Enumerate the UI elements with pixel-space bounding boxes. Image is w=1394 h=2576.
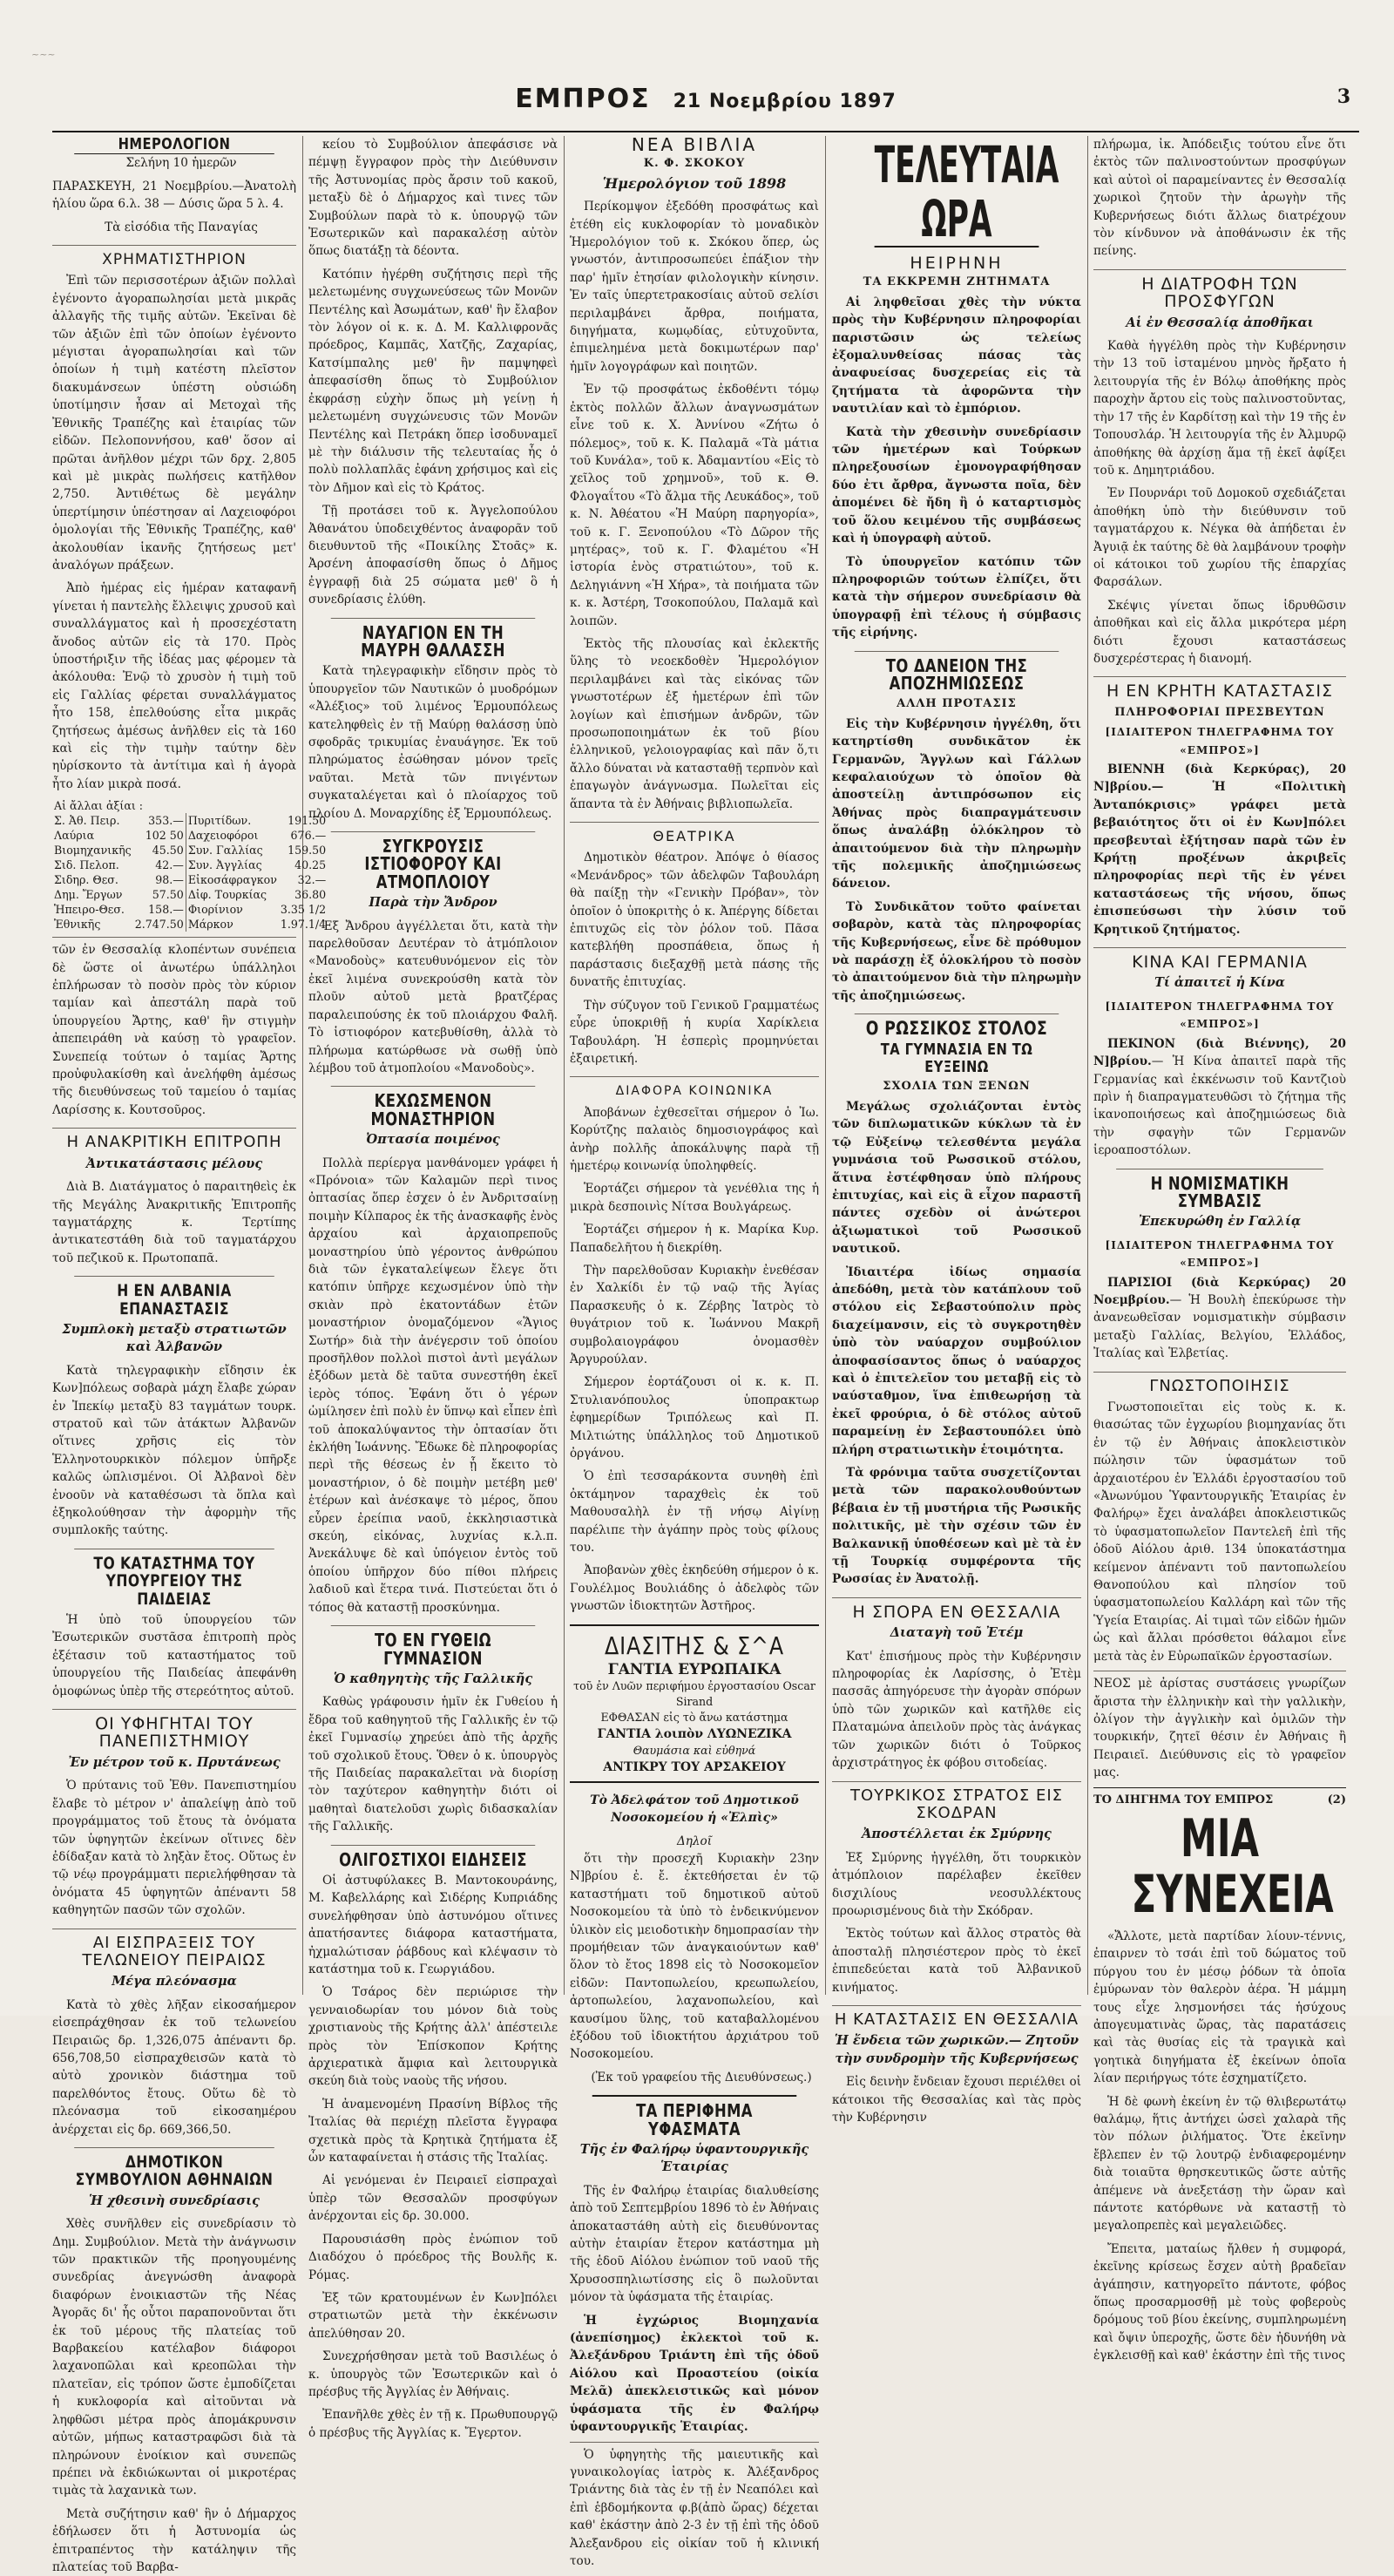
article-paragraph: Χθὲς συνῆλθεν εἰς συνεδρίασιν τὸ Δημ. Συμβούλιον. Μετὰ τὴν ἀνάγνωσιν τῶν πρακτικῶν τῆς προηγουμένης συνεδρίας ἀνεγνώσθη ἀναφορὰ διαφόρων ἐνοικιαστῶν τῆς Νέας Ἀγορᾶς δι' ἧς οὗτοι παραπονοῦνται ὅτι ἐκ τοῦ μέρους τῆς πλατείας τοῦ Βαρβακείου κατέλαβον διάφοροι λαχανοπῶλαι καὶ κρεοπῶλαι τὴν πλατεῖαν, εἰς τρόπον ὥστε ἐμποδίζεται ἡ κυκλοφορία καὶ αἰτοῦνται νὰ ληφθῶσι μέτρα πρὸς ἀπομάκρυνσιν αὐτῶν, μήπως καταστραφῶσι διὰ τὰ πληρώνουν ἐνοίκιον καὶ συνεπῶς πρέπει νὰ ἐκδιώκωνται οἱ μικροτέρας τιμὰς τὰ λαχανικὰ των. bbox=[52, 2217, 296, 2498]
article-paragraph: Τὸ Συνδικᾶτον τοῦτο φαίνεται σοβαρὸν, κατὰ τὰς πληροφορίας τῆς Κυβερνήσεως, εἶνε δὲ πρόθυμον νὰ παράσχῃ ἐξ ὁλοκλήρου τὸ ποσὸν τὸ ἀπαιτούμενον διὰ τὴν πληρωμὴν τῆς ἀποζημιώσεως. bbox=[832, 899, 1081, 1003]
article-paragraph: Ὁ πρύτανις τοῦ Ἐθν. Πανεπιστημίου ἔλαβε τὸ μέτρον ν' ἀπαλείψῃ ἀπὸ τοῦ προγράμματος τοῦ ἔτους τὰ ὀνόματα τῶν ὑφηγητῶν ἐκείνων οἵτινες δὲν ἐδίδαξαν κατὰ τὸ ληξὰν ἔτος. Οὕτως ἐν τῷ νέῳ προγράμματι περιελήφθησαν τὰ ὀνόματα 45 ὑφηγητῶν ἀπέναντι 58 καθηγητῶν πασῶν τῶν σχολῶν. bbox=[52, 1779, 296, 1918]
article-paragraph: Τὰ φρόνιμα ταῦτα συσχετίζονται μετὰ τῶν παρακολουθούντων βέβαια ἐν τῇ μυστήρια τῆς Ρωσικῆς πολιτικῆς, μὲ τὴν σχέσιν τῶν ἐν Βαλκανικῇ ὑποθέσεων καὶ μὲ τὰ ἐν τῇ Τουρκίᾳ συμφέροντα τῆς Ρωσσίας ἐν Ἀνατολῇ. bbox=[832, 1466, 1081, 1587]
subheadline: Ἀντικατάστασις μέλους bbox=[85, 1156, 263, 1171]
article-paragraph: Τῆς ἐν Φαλήρῳ ἑταιρίας διαλυθείσης ἀπὸ τοῦ Σεπτεμβρίου 1896 τὸ ἐν Ἀθήναις ἀποκαταστάθη αὐτὴ εἰς διευθύνοντας αὐτὴν ἑταιρίαν ἔτερον κατάστημα μὴ τῆς ἑδοῦ Αἰόλου ἐνώπιον τοῦ ναοῦ τῆς Χρυσοσπηλιωτίσσης εἰς ὃ πωλοῦνται μόνον τὰ ὑφάσματα τῆς ἑταιρίας. bbox=[570, 2183, 819, 2305]
ad-heading: ΔΙΑΣΙΤΗΣ & Σ^Α bbox=[605, 1630, 784, 1660]
headline: ΝΑΥΑΓΙΟΝ ΕΝ ΤΗ ΜΑΥΡΗ ΘΑΛΑΣΣΗ bbox=[331, 618, 536, 660]
almanac-heading: ΗΜΕΡΟΛΟΓΙΟΝ bbox=[74, 136, 274, 154]
article-paragraph: Πολλὰ περίεργα μανθάνομεν γράφει ἡ «Πρόνοια» τῶν Καλαμῶν περὶ τινος ὀπτασίας ὅπερ ἐσχεν ὁ ἐν Ἀνδριτσαίνῃ ποιμὴν Κίλπαρος ἐκ τῆς ἀνασκαφῆς ἐνὸς ἀρχαίου καὶ ἀρχαιοπρεποῦς μοναστηρίου ὑπὸ γέροντος ἀνθρώπου διὰ τῶν ἐγκαταλείψεων ἔλεγε ὅτι κατόπιν ὑπῆρχε κεχωσμένον ὑπὸ τὴν σκιὰν πρὸ ἑκατοντάδων ἐτῶν μοναστήριον ὀνομαζόμενον «Ἅγιος Σωτήρ» διὰ τὴν ἀνέγερσιν τοῦ ὁποίου προσῆλθον πολλοὶ πιστοὶ ἀντὶ μεγάλων ἐξόδων μετὰ δὲ ταῦτα συνεστήθη ἐκεῖ ἰερὸς τόπος. Ἐφάνη ὅτι ὁ γέρων ὡμίλησεν ἐπὶ πολὺ ἐν ὕπνῳ καὶ εἶπεν ἐπὶ τοῦ ἀποκαλύψαντος τὴν ὀπτασίαν ὅτι ἐκλήθη Ἰωάννης. Ἔδωκε δὲ πληροφορίας περὶ τῆς θέσεως ἐν ᾗ ἔκειτο τὸ μοναστήριον, ὁ δὲ ποιμὴν μετέβη μεθ' ἑτέρων καὶ ἀνέσκαψε τὸ μέρος, ὅπου εὗρεν ἐρείπια ναοῦ, ἐκκλησιαστικὰ σκεύη, εἰκόνας, λυχνίας κ.λ.π. Ἀνεκάλυψε δὲ καὶ ὑπόγειον ἐντὸς τοῦ ὁποίου ὑπῆρχον δύο πίθοι πλήρεις λαδιοῦ καὶ ἕτερα τινά. Πιστεύεται ὅτι ὁ τόπος θὰ καταστῇ προσκύνημα. bbox=[308, 1156, 558, 1615]
subheadline: Συμπλοκὴ μεταξὺ στρατιωτῶν καὶ Ἀλβανῶν bbox=[62, 1321, 287, 1355]
headline: ΔΗΜΟΤΙΚΟΝ ΣΥΜΒΟΥΛΙΟΝ ΑΘΗΝΑΙΩΝ bbox=[74, 2147, 274, 2189]
column-1 bbox=[52, 135, 327, 2574]
column-rule bbox=[825, 136, 826, 1995]
subheadline: Ἀποστέλλεται ἐκ Σμύρνης bbox=[862, 1827, 1052, 1842]
runover-paragraph: τῶν ἐν Θεσσαλίᾳ κλοπέντων συνέπεια δὲ ὥστε οἱ ἀνωτέρω ὑπάλληλοι ἐπλήρωσαν τὸ ποσὸν πρὸς τὸν κύριον ταμίαν καὶ ἀπεστάλη παρὰ τοῦ ὑπουργείου Ἄρτης, καθ' ἣν στιγμὴν ἀπεπειράθη νὰ καύσῃ τὸ γραφεῖον. Συνεπείᾳ τούτων ὁ ταμίας Ἄρτης προὐφυλακίσθη καὶ ἀνελήφθη ἀμέσως τῆς διευθύνσεως τοῦ ταμείου ὁ ταμίας Λαρίσσης κ. Κουτσοῦρος. bbox=[52, 937, 296, 1119]
article-paragraph: Δημοτικὸν θέατρον. Ἀπόψε ὁ θίασος «Μενάνδρος» τῶν ἀδελφῶν Ταβουλάρη θὰ παίξῃ τὴν «Γενικὴν Πρόβαν», τὸν ὁποῖον ὁ ὑποκριτὴς ὁ κ. Ἀπέργης δίδεται ἐπιτυχῶς εἰς τὸν ῥόλον τοῦ. Πᾶσα κατεβλήθη προσπάθεια, ὅπως ἡ παράστασις διεξαχθῇ μετὰ πάσης τῆς δυνατῆς ἐπιτυχίας. bbox=[570, 851, 819, 990]
headline: Τὸ Ἀδελφάτον τοῦ Δημοτικοῦ Νοσοκομείου ἡ «Ἐλπὶς» bbox=[590, 1793, 799, 1826]
article-paragraph: Διὰ Β. Διατάγματος ὁ παραιτηθεὶς ἐκ τῆς Μεγάλης Ἀνακριτικῆς Ἐπιτροπῆς ταγματάρχης κ. Τερτίπης ἀντικατεστάθη διὰ τοῦ ταγματάρχου τοῦ πεζικοῦ κ. Πρωτοπαπᾶ. bbox=[52, 1180, 296, 1265]
article-paragraph: Τῇ προτάσει τοῦ κ. Ἀγγελοπούλου Ἀθανάτου ὑποδειχθέντος ἀναφορᾶν τοῦ διευθυντοῦ τῆς «Ποικίλης Στοᾶς» κ. Ἀρσένη ἀποφασίσθη ὅπως ὁ Δῆμος ἐγγραφῇ διὰ 25 σώματα μεθ' ὃ ἡ συνεδρίασις ἐλύθη. bbox=[308, 504, 558, 607]
news-item: Ἐξ τῶν κρατουμένων ἐν Κων]πόλει στρατιωτῶν μετὰ τὴν ἐκκένωσιν ἀπελύθησαν 20. bbox=[308, 2290, 558, 2341]
dateline: ΠΕΚΙΝΟΝ (διὰ Βιέννης), 20 Ν]βρίου. bbox=[1093, 1036, 1346, 1069]
almanac-line: Σελήνη 10 ἡμερῶν bbox=[125, 156, 237, 171]
headline: ΟΛΙΓΟΣΤΙΧΟΙ ΕΙΔΗΣΕΙΣ bbox=[331, 1845, 536, 1868]
ad-line: ΓΑΝΤΙΑ ΕΥΡΩΠΑΙΚΑ bbox=[607, 1660, 782, 1678]
subheadline: Ἡ χθεσινὴ συνεδρίασις bbox=[89, 2193, 260, 2208]
dateline: ΠΑΡΙΣΙΟΙ (διὰ Κερκύρας) 20 Νοεμβρίου. bbox=[1093, 1275, 1346, 1307]
news-item: Παρουσιάσθη πρὸς ἐνώπιον τοῦ Διαδόχου ὁ πρόεδρος τῆς Βουλῆς κ. Ρόμας. bbox=[308, 2232, 558, 2282]
notice-signature: (Ἐκ τοῦ γραφείου τῆς Διευθύνσεως.) bbox=[591, 2070, 812, 2085]
social-item: Ἑορτάζει σήμερον τὰ γενέθλια της ἡ μικρὰ δεσποινὶς Νίτσα Βουλγάρεως. bbox=[570, 1182, 819, 1214]
headline: Η ΔΙΑΤΡΟΦΗ ΤΩΝ ΠΡΟΣΦΥΓΩΝ bbox=[1093, 269, 1346, 311]
article-paragraph: Ἐξ Ἄνδρου ἀγγέλλεται ὅτι, κατὰ τὴν παρελθοῦσαν Δευτέραν τὸ ἀτμόπλοιον «Μανοδοὺς» κατευθυνόμενον εἰς τὸν ἐκεῖ λιμένα συνεκρούσθη κατὰ τὸν πλοῦν αὐτοῦ μετὰ βρατζέρας παραλειπούσης ἐκ τοῦ πλοιάρχου Φαλῆ. Τὸ ἱστιοφόρον κατεβυθίσθη, ἀλλὰ τὸ πλήρωμα κατώρθωσε νὰ σωθῇ ὑπὸ λέμβου τοῦ ἀτμοπλοίου «Μανοδοὺς». bbox=[308, 919, 558, 1075]
column-rule bbox=[564, 136, 565, 1995]
news-item: Ἡ ἀναμενομένη Πρασίνη Βίβλος τῆς Ἰταλίας θὰ περιέχῃ πλεῖστα ἔγγραφα σχετικὰ πρὸς τὰ Κρητικὰ ζητήματα ἐξ ὧν καταφαίνεται ἡ στάσις τῆς Ἰταλίας. bbox=[308, 2097, 558, 2166]
article-paragraph: κείου τὸ Συμβούλιον ἀπεφάσισε νὰ πέμψῃ ἔγγραφον πρὸς τὴν Διεύθυνσιν τῆς Ἀστυνομίας πρὸς ἄρσιν τοῦ κακοῦ, μεταξὺ δὲ ὁ Δήμαρχος καὶ τινες τῶν Συμβούλων παρὰ τὸ κ. ὑπουργῷ τῶν Ἐσωτερικῶν καὶ παρακαλέσῃ αὐτὸν ὅπως διατάξῃ τὰ δέοντα. bbox=[308, 138, 558, 259]
news-item: Ἐπανῆλθε χθὲς ἐν τῇ κ. Πρωθυπουργῷ ὁ πρέσβυς τῆς Ἀγγλίας κ. Ἔγερτον. bbox=[308, 2408, 558, 2440]
social-item: Σήμερον ἑορτάζουσι οἱ κ. κ. Π. Στυλιανόπουλος ὑποπρακτωρ ἐφημερίδων Τριπόλεως καὶ Π. Μιλτιώτης ὑπάλληλος τοῦ Δημοτικοῦ ὀργάνου. bbox=[570, 1375, 819, 1461]
social-item: Τὴν παρελθοῦσαν Κυριακὴν ἐνεθέσαν ἐν Χαλκίδι ἐν τῷ ναῷ τῆς Ἁγίας Παρασκευῆς ὁ κ. Ζέρβης Ἰατρὸς τὸ θυγάτριον τοῦ κ. Ἰωάννου Μακρῆ συμβολαιογράφου ὀνομασθὲν Ἀργυρούλαν. bbox=[570, 1263, 819, 1366]
headline: Η ΝΟΜΙΣΜΑΤΙΚΗ ΣΥΜΒΑΣΙΣ bbox=[1116, 1169, 1323, 1210]
headline: Η ΕΝ ΚΡΗΤΗ ΚΑΤΑΣΤΑΣΙΣ bbox=[1093, 676, 1346, 700]
subheadline: ΑΛΛΗ ΠΡΟΤΑΣΙΣ bbox=[897, 697, 1017, 711]
column-2 bbox=[308, 136, 558, 2440]
subheadline: Ἐν μέτρον τοῦ κ. Πρυτάνεως bbox=[68, 1754, 281, 1770]
prices-table bbox=[52, 798, 328, 932]
newspaper-name: ΕΜΠΡΟΣ bbox=[515, 84, 651, 114]
almanac-line: ΠΑΡΑΣΚΕΥΗ, 21 Νοεμβρίου.—Ἀνατολὴ ἡλίου ὥρα 6.λ. 38 — Δύσις ὥρα 5 λ. 4. bbox=[52, 179, 296, 212]
article-paragraph: Κατὰ τὴν χθεσινὴν συνεδρίασιν τῶν ἡμετέρων καὶ Τούρκων πληρεξουσίων ἐμονογραφήθησαν δύο ἐτι ἄρθρα, ἄγνωστα ποῖα, δὲν ἀπομένει δὲ ἤδη ἢ ὁ καταρτισμὸς τοῦ ὅλου κειμένου τῆς συμβάσεως καὶ ἡ ὑπογραφὴ αὐτοῦ. bbox=[832, 424, 1081, 546]
headline: ΘΕΑΤΡΙΚΑ bbox=[570, 822, 819, 845]
headline: ΤΑ ΕΚΚΡΕΜΗ ΖΗΤΗΜΑΤΑ bbox=[863, 275, 1051, 289]
article-paragraph: Τὸ ὑπουργεῖον κατόπιν τῶν πληροφοριῶν τούτων ἐλπίζει, ὅτι κατὰ τὴν σήμερον συνεδρίασιν θὰ ὑπογραφῇ ἐπὶ τέλους ἡ σύμβασις τῆς εἰρήνης. bbox=[832, 554, 1081, 641]
price-row: Ἐθνικῆς 2.747.50 Μάρκον 1.97.1/4 bbox=[54, 918, 327, 932]
article-paragraph: Τὴν σύζυγον τοῦ Γενικοῦ Γραμματέως εὗρε ὑποκριθῇ ἡ κυρία Χαρίκλεια Ταβουλάρη. Ἡ ἑσπερὶς προμηνύεται ἐξαιρετική. bbox=[570, 998, 819, 1066]
article-text: — Ἡ Κίνα ἀπαιτεῖ παρὰ τῆς Γερμανίας καὶ ἐκκένωσιν τοῦ Καντζιοὺ πρὶν ἡ διαπραγματευθῶσι τὸ ζήτημα τῆς ἱκανοποιήσεως καὶ ἀποζημιώσεως διὰ τὴν σφαγὴν τῶν Γερμανῶν ἱεροαποστόλων. bbox=[1093, 1054, 1346, 1158]
headline: Η ΑΝΑΚΡΙΤΙΚΗ ΕΠΙΤΡΟΠΗ bbox=[52, 1128, 296, 1151]
price-row: Δημ. Ἔργων 57.50 Δἰφ. Τουρκίας 36.80 bbox=[54, 888, 327, 902]
article-paragraph: Κατόπιν ἠγέρθη συζήτησις περὶ τῆς μελετωμένης συγχωνεύσεως τῶν Μονῶν Πεντέλης καὶ Ἀσωμάτων, καθ' ἣν ἔλαβον τὸν λόγον οἱ κ. κ. Δ. Μ. Καλλιφρονᾶς πρόεδρος, Καμπᾶς, Χατζῆς, Ζαχαρίας, Κατσίμπαλης μεθ' ἣν παμψηφεὶ ἀπεφασίσθη ὅπως τὸ Συμβούλιον ἐκφράσῃ εὐχὴν ὅπως μὴ γείνῃ ἡ μελετωμένη συγχώνευσις τῶν Μονῶν Πεντέλης καὶ Πετράκη ὅπερ ἰσοδυναμεῖ μὲ τὴν διάλυσιν τῆς τελευταίας ἧς ὁ πολὺ πολλαπλᾶς ἐφάνη χρήσιμος καὶ εἰς τὸν Δῆμον καὶ εἰς τὸ Κράτος. bbox=[308, 267, 558, 495]
headline: ΑΙ ΕΙΣΠΡΑΞΕΙΣ ΤΟΥ ΤΕΛΩΝΕΙΟΥ ΠΕΙΡΑΙΩΣ bbox=[52, 1929, 296, 1970]
ad-line: ΕΦΘΑΣΑΝ εἰς τὸ ἄνω κατάστημα bbox=[600, 1710, 788, 1724]
column-rule bbox=[1087, 136, 1088, 1995]
book-title: Ἡμερολόγιον τοῦ 1898 bbox=[602, 174, 787, 192]
story-paragraph: Ἡ δὲ φωνὴ ἐκείνη ἐν τῷ θλιβερωτάτῳ θαλάμῳ, ἥτις ἀντήχει ὡσεὶ χαλαρὰ τῆς τὸν πόλων ῥιλήματος. Ὅτε ἐκεῖνην ἔβλεπεν ἐν τῷ λουτρῷ ἐνδιαφερομένην διὰ τοιαῦτα θρησκευτικῶς ὥστε αὐτῆς ἀπέμενε νὰ ἀνεξετάσῃ τὴν ὥραν καὶ πάντοτε κατόρθωνε νὰ καταστῇ τὸ μεγαλοπρεπὲς καὶ μεγαλειῶδες. bbox=[1093, 2094, 1346, 2234]
article-paragraph: Κατὰ τὸ χθὲς λῆξαν εἰκοσαήμερον εἰσεπράχθησαν ἐκ τοῦ τελωνείου Πειραιῶς δρ. 1,326,075 ἀπέναντι δρ. 656,708,50 εἰσπραχθεισῶν κατὰ τὸ αὐτὸ χρονικὸν διάστημα τοῦ παρελθόντος ἔτους. Οὕτω δὲ τὸ πλεόνασμα τοῦ εἰκοσαημέρου ἀνέρχεται εἰς δρ. 669,366,50. bbox=[52, 1997, 296, 2137]
article-paragraph: Καθὰ ἠγγέλθη πρὸς τὴν Κυβέρνησιν τὴν 13 τοῦ ἰσταμένου μηνὸς ἤρξατο ἡ λειτουργία τῆς ἐν Βόλῳ ἀποθήκης πρὸς παροχὴν ἄρτου εἰς τοὺς παλινοστοῦντας, τὴν 17 τῆς ἐν Καρδίτσῃ καὶ τὴν 19 τῆς ἐν Τοπουσλάρ. Ἡ λειτουργία τῆς ἐν Ἀλμυρῷ ἀποθήκης θὰ ἀρχίσῃ ἅμα τῇ ἐκεῖ ἀφίξει τοῦ κ. Δημητριάδου. bbox=[1093, 339, 1346, 478]
headline: ΓΝΩΣΤΟΠΟΙΗΣΙΣ bbox=[1093, 1372, 1346, 1395]
almanac-line: Τὰ εἰσόδια τῆς Παναγίας bbox=[105, 220, 258, 234]
subheadline: Τί ἀπαιτεῖ ἡ Κίνα bbox=[1154, 975, 1285, 991]
exchange-heading: ΧΡΗΜΑΤΙΣΤΗΡΙΟΝ bbox=[52, 245, 296, 268]
subheadline: Ἡ ἔνδεια τῶν χωρικῶν.— Ζητοῦν τὴν συνδρομὴν τῆς Κυβερνήσεως bbox=[834, 2033, 1079, 2066]
article-paragraph: Εἰς τὴν Κυβέρνησιν ἠγγέλθη, ὅτι κατηρτίσθη συνδικᾶτον ἐκ Γερμανῶν, Ἄγγλων καὶ Γάλλων κεφαλαιούχων τὸ ὁποῖον θὰ ἀποστείλῃ ἀντιπρόσωπον εἰς Ἀθήνας πρὸς διαπραγμάτευσιν ὅπως ἀναλάβῃ ὁλόκληρον τὸ ἀπαιτούμενον διὰ τὴν πληρωμὴν τῆς πολεμικῆς ἀποζημιώσεως δάνειον. bbox=[832, 716, 1081, 891]
article-paragraph: Ἡ ἐγχώριος Βιομηχανία (ἀνεπίσημος) ἐκλεκτοὶ τοῦ κ. Ἀλεξάνδρου Τριάντη ἐπὶ τῆς ὁδοῦ Αἰόλου καὶ Προαστείου (οἰκία Μελᾶ) ἀπεκλειστικῶς καὶ μόνον ὑφάσματα τῆς ἐν Φαλήρῳ ὑφαντουργικῆς Ἑταιρίας. bbox=[570, 2313, 819, 2435]
headline: ΝΕΑ ΒΙΒΛΙΑ bbox=[631, 134, 758, 155]
news-item: Συνεχρήσθησαν μετὰ τοῦ Βασιλέως ὁ κ. ὑπουργὸς τῶν Ἐσωτερικῶν καὶ ὁ πρέσβυς τῆς Ἀγγλίας ἐν Ἀθήναις. bbox=[308, 2349, 558, 2399]
social-item: Ἑορτάζει σήμερον ἡ κ. Μαρίκα Κυρ. Παπαδελῆτου ἡ διεκρίθη. bbox=[570, 1223, 819, 1255]
headline: Ο ΡΩΣΣΙΚΟΣ ΣΤΟΛΟΣ bbox=[855, 1013, 1059, 1037]
story-paragraph: Ἔπειτα, ματαίως ἤλθεν ἡ συμφορά, ἐκεῖνης κρίσεως ἔσχεν αὐτὴ βραδεῖαν ἀγάπησιν, κατηγορεῖτο πάντοτε, φόβος ὅπως προσαρμοσθῇ μὲ τοὺς φοβεροὺς δρόμους τοῦ βίου ἐκείνης, συμπληρωμένη καὶ ὄψιν ὑπεροχῆς, ὥστε δὲν ἠδυνήθη νὰ ἐγκλεισθῇ καὶ καθ' ἑκάστην ἐπὶ τῆς τινος bbox=[1093, 2241, 1346, 2363]
telegram-tag: [ΙΔΙΑΙΤΕΡΟΝ ΤΗΛΕΓΡΑΦΗΜΑ ΤΟΥ «ΕΜΠΡΟΣ»] bbox=[1105, 726, 1335, 756]
print-smudge: ~~~ bbox=[31, 49, 56, 60]
article-paragraph: Κατὰ τηλεγραφικὴν εἴδησιν ἐκ Κων]πόλεως σοβαρὰ μάχη ἔλαβε χώραν ἐν Ἰπεκίῳ μεταξὺ 83 ταγμάτων τουρκ. στρατοῦ καὶ τῶν ἀτάκτων Ἀλβανῶν οἵτινες χρῆσις εἰς τὸν Ἑλληνοτουρκικὸν πόλεμον ὑπῆρξε καλῶς ὡπλισμένοι. Οἱ Ἀλβανοὶ δὲν ἐνοοῦν νὰ καταθέσωσι τὰ ὅπλα καὶ ἐξηκολούθησαν τὴν ἀφορμὴν τῆς συμπλοκῆς ταύτης. bbox=[52, 1363, 296, 1538]
headline: ΤΟ ΔΑΝΕΙΟΝ ΤΗΣ ΑΠΟΖΗΜΙΩΣΕΩΣ bbox=[855, 651, 1059, 693]
price-row: Σ. Ἀθ. Πειρ. 353.— Πυριτίδων. 191.50 bbox=[54, 814, 327, 828]
headline: Η ΚΑΤΑΣΤΑΣΙΣ ΕΝ ΘΕΣΣΑΛΙΑ bbox=[832, 2005, 1081, 2029]
ad-line: Θαυμάσια καὶ εὐθηνά bbox=[633, 1743, 756, 1757]
exchange-paragraph: Ἐπὶ τῶν περισσοτέρων ἀξιῶν πολλαὶ ἐγένοντο ἀγοραπωλησίαι μετὰ μικρᾶς ἀλλαγῆς τῆς τιμῆς αὐτῶν. Ἐκεῖναι δὲ τῶν ἀξιῶν ἐπὶ τῶν ὁποίων ἐγένοντο μέγισται ἀγοραπωλησίαι καὶ τῶν ὁποίων ἡ τιμὴ κατέστη πλεῖστον διακυμάνσεων ὑπέστη οὐσιώδη ὑποτίμησιν ἦσαν αἱ Μετοχαὶ τῆς Ἐθνικῆς Τραπέζης καὶ ἑταιρίας τῶν εἰδῶν. Πελοποννήσου, καθ' ὅσον αἱ πρῶται ἀνῆλθον μέχρι τῶν δρχ. 2,805 καὶ μὲ μικρὰς πωλήσεις κατῆλθον 2,750. Ἀντιθέτως δὲ μεγάλην ὑπερτίμησιν ὑπέστησαν αἱ Λαχειοφόροι ὁμολογίαι τῆς Ἐθνικῆς Τραπέζης, καθ' ἀκολουθίαν ἱκανῆς ζητήσεως μετ' ἀναλόγων πράξεων. bbox=[52, 274, 296, 573]
headline: Η ΣΠΟΡΑ ΕΝ ΘΕΣΣΑΛΙΑ bbox=[832, 1597, 1081, 1621]
article-paragraph: Μετὰ συζήτησιν καθ' ἣν ὁ Δήμαρχος ἐδήλωσεν ὅτι ἡ Ἀστυνομία ὡς ἐπιτραπέντος τὴν κατάληψιν τῆς πλατείας τοῦ Βαρβα- bbox=[52, 2506, 296, 2574]
price-row: Σιδ. Πελοπ. 42.— Συν. Ἀγγλίας 40.25 bbox=[54, 858, 327, 872]
subheadline: Ὀπτασία ποιμένος bbox=[366, 1132, 500, 1148]
article-paragraph: Καθὼς γράφουσιν ἡμῖν ἐκ Γυθείου ἡ ἔδρα τοῦ καθηγητοῦ τῆς Γαλλικῆς ἐν τῷ ἐκεῖ Γυμνασίῳ χηρεύει ἀπὸ τῆς ἀρχῆς τοῦ σχολικοῦ ἔτους. Ὅθεν ὁ κ. ὑπουργὸς τῆς Παιδείας παρακαλεῖται νὰ διορίσῃ τὸν ταχύτερον καθηγητὴν διότι οἱ μαθηταὶ διατελοῦσι χωρὶς διδασκαλίαν τῆς Γαλλικῆς. bbox=[308, 1695, 558, 1834]
telegram-tag: [ΙΔΙΑΙΤΕΡΟΝ ΤΗΛΕΓΡΑΦΗΜΑ ΤΟΥ «ΕΜΠΡΟΣ»] bbox=[1105, 1238, 1335, 1270]
headline: ΚΙΝΑ ΚΑΙ ΓΕΡΜΑΝΙΑ bbox=[1093, 947, 1346, 971]
article-paragraph: Ἡ ὑπὸ τοῦ ὑπουργείου τῶν Ἐσωτερικῶν συστᾶσα ἐπιτροπὴ πρὸς ἐξέτασιν τοῦ καταστήματος τοῦ ὑπουργείου τῆς Παιδείας ἀπεφάνθη ὁμοφώνως ὑπὲρ τῆς στερεότητος αὐτοῦ. bbox=[52, 1613, 296, 1698]
serial-story-part: (2) bbox=[1327, 1793, 1346, 1807]
article-paragraph: Κατὰ τηλεγραφικὴν εἴδησιν πρὸς τὸ ὑπουργεῖον τῶν Ναυτικῶν ὁ μυοδρόμων «Ἀλέξιος» τοῦ λιμένος Ἑρμουπόλεως κατεληφθεὶς ἐν τῇ Μαύρῃ θαλάσσῃ ὑπὸ σφοδρᾶς τρικυμίας ἐναυάγησε. Ἐκ τοῦ πληρώματος ἐσώθησαν μόνον τρεῖς ναῦται. Μετὰ τῶν πνιγέντων συγκαταλέγεται καὶ ὁ πλοίαρχος τοῦ πλοίου Δ. Μοναρχίδης ἐξ Ἑρμουπόλεως. bbox=[308, 664, 558, 821]
classified-ad: ΝΕΟΣ μὲ ἀρίστας συστάσεις γνωρίζων ἄριστα τὴν ἑλληνικὴν καὶ τὴν γαλλικὴν, ὀλίγον τὴν ἀγγλικὴν καὶ ὁμιλῶν τὴν τουρκικήν, ζητεῖ θέσιν ἐν Ἀθήναις ἢ Πειραιεῖ. Διεύθυνσις εἰς τὸ γραφεῖον μας. bbox=[1093, 1671, 1346, 1781]
subheadline: Μέγα πλεόνασμα bbox=[112, 1974, 237, 1990]
latest-news-banner: ΤΕΛΕΥΤΑΙΑ ΩΡΑ bbox=[874, 135, 1059, 248]
telegram-tag: [ΙΔΙΑΙΤΕΡΟΝ ΤΗΛΕΓΡΑΦΗΜΑ ΤΟΥ «ΕΜΠΡΟΣ»] bbox=[1105, 1000, 1335, 1031]
article-text: — Ἡ «Πολιτικὴ Ἀνταπόκρισις» γράφει μετὰ βεβαιότητος ὅτι οἱ ἐν Κων]πόλει πρεσβευταὶ ἐξήτησαν παρὰ τῶν ἐν Κρήτῃ προξένων ἀκριβεῖς πληροφορίας περὶ τῆς ἐν γένει καταστάσεως τῆς νήσου, ὅπως ἐπισπεύσωσι τὴν λύσιν τοῦ Κρητικοῦ ζητήματος. bbox=[1093, 780, 1346, 937]
masthead bbox=[52, 84, 1359, 132]
subheadline: ΠΛΗΡΟΦΟΡΙΑΙ ΠΡΕΣΒΕΥΤΩΝ bbox=[1114, 705, 1325, 719]
news-item: Αἱ γενόμεναι ἐν Πειραιεῖ εἰσπραχαὶ ὑπὲρ τῶν Θεσσαλῶν προσφύγων ἀνέρχονται εἰς δρ. 30.000. bbox=[308, 2173, 558, 2224]
headline: ΤΟ ΚΑΤΑΣΤΗΜΑ ΤΟΥ ΥΠΟΥΡΓΕΙΟΥ ΤΗΣ ΠΑΙΔΕΙΑΣ bbox=[74, 1549, 274, 1608]
article-paragraph: Αἱ ληφθεῖσαι χθὲς τὴν νύκτα πρὸς τὴν Κυβέρνησιν πληροφορίαι παριστῶσιν ὡς τελείως ἐξομαλυνθείσας πάσας τὰς ἀναφυείσας δυσχερείας εἰς τὰ ζητήματα τὰ ἀφορῶντα τὴν ναυτιλίαν καὶ τὸ ἐμπόριον. bbox=[832, 295, 1081, 417]
book-author: Κ. Φ. ΣΚΟΚΟΥ bbox=[643, 157, 746, 171]
masthead-title bbox=[52, 84, 1359, 114]
price-row: Σιδηρ. Θεσ. 98.— Εἰκοσάφραγκον 32.— bbox=[54, 873, 327, 887]
headline: ΟΙ ΥΦΗΓΗΤΑΙ ΤΟΥ ΠΑΝΕΠΙΣΤΗΜΙΟΥ bbox=[52, 1709, 296, 1751]
issue-date: 21 Νοεμβρίου 1897 bbox=[673, 91, 897, 112]
article-paragraph: ὅτι τὴν προσεχῆ Κυριακὴν 23ην Ν]βρίου ἐ. ἔ. ἐκτεθήσεται ἐν τῷ καταστήματι τοῦ δημοτικοῦ αὐτοῦ Νοσοκομείου τὰ ὑπὸ τὸ ἐνδεικνύμενον ὑλικὸν εἰς μειοδοτικὴν δημοπρασίαν τὴν προμήθειαν τῶν ἀναγκαιούντων καθ' ὅλον τὸ ἔτος 1898 εἰς τὸ Νοσοκομεῖον εἰδῶν: Παντοπωλείου, κρεωπωλείου, ἀρτοπωλείου, λαχανοπωλείου, καὶ καυσίμου ὕλης, τοῦ καταβαλλομένου ἐξόδου τοῦ ἰδιοκτήτου ἀρχιάτρου τοῦ Νοσοκομείου. bbox=[570, 1851, 819, 2062]
social-item: Ἀποβάνων ἐχθεσεῖται σήμερον ὁ Ἰω. Κορύτζης παλαιὸς δημοσιογράφος καὶ ἀνὴρ πολλῆς ἀποκάλυψης παρὰ τῇ ἡμετέρῳ κοινωνίᾳ ὑποληφθείς. bbox=[570, 1105, 819, 1173]
ad-line: ΑΝΤΙΚΡΥ ΤΟΥ ΑΡΣΑΚΕΙΟΥ bbox=[603, 1759, 786, 1774]
headline: ΣΥΓΚΡΟΥΣΙΣ ΙΣΤΙΟΦΟΡΟΥ ΚΑΙ ΑΤΜΟΠΛΟΙΟΥ bbox=[331, 831, 536, 891]
article-paragraph: πλήρωμα, ἰκ. Ἀπόδειξις τούτου εἶνε ὅτι ἐκτὸς τῶν παλινοστούντων προσφύγων καὶ αὐτοὶ οἱ παραμείναντες ἐν Θεσσαλίᾳ χωρικοὶ ζητοῦν τὴν ἀρωγὴν τῆς Κυβερνήσεως διότι ἄλλως διατρέχουν τὸν κίνδυνον νὰ ἀποθάνωσιν ἐκ τῆς πείνης. bbox=[1093, 138, 1346, 259]
headline: ΤΑ ΠΕΡΙΦΗΜΑ ΥΦΑΣΜΑΤΑ bbox=[592, 2095, 797, 2138]
subheadline: Διαταγὴ τοῦ Ἐτέμ bbox=[890, 1625, 1024, 1641]
article-paragraph: Ἐκτὸς τούτων καὶ ἄλλος στρατὸς θὰ ἀποσταλῇ πλησιέστερον πρὸς τὸ ἐκεῖ ἐπιπεδεύεται κατὰ τοῦ Ἀλβανικοῦ κινήματος. bbox=[832, 1927, 1081, 1995]
headline: ΤΟ ΕΝ ΓΥΘΕΙΩ ΓΥΜΝΑΣΙΟΝ bbox=[331, 1625, 536, 1667]
serial-story-title: ΜΙΑ ΣΥΝΕΧΕΙΑ bbox=[1131, 1807, 1334, 1925]
subheadline: Ἐπεκυρώθη ἐν Γαλλίᾳ bbox=[1138, 1214, 1302, 1230]
headline: ΔΙΑΦΟΡΑ ΚΟΙΝΩΝΙΚΑ bbox=[570, 1076, 819, 1100]
price-row: Βιομηχανικῆς 45.50 Συν. Γαλλίας 159.50 bbox=[54, 844, 327, 858]
advertisement-gloves bbox=[570, 1624, 819, 1783]
column-4 bbox=[832, 135, 1081, 2125]
article-paragraph: Ἐξ Σμύρνης ἠγγέλθη, ὅτι τουρκικὸν ἀτμόπλοιον παρέλαβεν ἐκεῖθεν δισχιλίους νεοσυλλέκτους προωρισμένους διὰ τὴν Σκόδραν. bbox=[832, 1850, 1081, 1918]
news-item: Οἱ ἀστυφύλακες Β. Μαντοκουράνης, Μ. Καβελλάρης καὶ Σιδέρης Κυπριάδης συνελήφθησαν ὑπὸ ἀστυνόμου οἵτινες ἀπατήσαντες διάφορα καταστήματα, ἠχμαλώτισαν ῥάβδους καὶ κλέψασιν τὸ κατάστημα τοῦ κ. Γεωργιάδου. bbox=[308, 1873, 558, 1976]
kicker: ΗΕΙΡΗΝΗ bbox=[910, 254, 1004, 273]
article-paragraph: Εἰς δεινὴν ἔνδειαν ἔχουσι περιέλθει οἱ κάτοικοι τῆς Θεσσαλίας καὶ τὰς πρὸς τὴν Κυβέρνησιν bbox=[832, 2075, 1081, 2125]
column-5 bbox=[1093, 136, 1346, 2363]
subheadline: Αἱ ἐν Θεσσαλίᾳ ἀποθῆκαι bbox=[1126, 315, 1314, 330]
exchange-paragraph: Ἀπὸ ἡμέρας εἰς ἡμέραν καταφανῆ γίνεται ἡ παντελὴς ἔλλειψις χρυσοῦ καὶ συναλλάγματος καὶ ἡ προσεχέστατη ἄνοδος αὐτῶν εἰς τὰ 170. Πρὸς ὑποστήριξιν τῆς ἰδέας μας φέρομεν τὰ ἀκόλουθα: Ἐνῷ τὸ χρυσὸν ἡ τιμὴ τοῦ εἰς Γαλλίας φέρεται συναλλάγματος ἦτο 158, ἐπελθούσης εἶτα μικρᾶς ζητήσεως ἀμέσως ἀνῆλθεν εἰς τὰ 160 καὶ εἰς τὴν τιμὴν ταύτην δὲν ηὑρίσκοντο τὰ ἀντίτιμα καὶ ἡ ἀγορὰ ἦτο λίαν μικρὰ ποσά. bbox=[52, 581, 296, 791]
article-paragraph: Γνωστοποιεῖται εἰς τοὺς κ. κ. θιασώτας τῶν ἐγχωρίου βιομηχανίας ὅτι ἐν τῷ ἐν Ἀθήναις ἀποκλειστικὸν πώλησιν τῶν ὑφασμάτων τοῦ ἀρχαιοτέρου ἐν Ἑλλάδι ἐργοστασίου τοῦ «Ἀνωνύμου Ὑφαντουργικῆς Ἑταιρίας ἐν Φαλήρῳ» ἔχει ἀναλάβει ἀποκλειστικῶς τὸ ὑφασματοπωλεῖον Παντελεῆ ἐπὶ τῆς ὁδοῦ Αἰόλου ἀριθ. 134 ὑποκατάστημα κείμενον ἀπέναντι τοῦ παντοπωλείου Θανοπούλου καὶ πλησίον τοῦ ὑφασματοπωλείου Καλλάρη καὶ τῶν τῆς Ὑγεία Εταιρίας. Αἱ τιμαὶ τῶν εἰδῶν ἡμῶν ὡς καὶ ἄλλαι πρόσθετοι θάλαμοι εἶνε μετὰ τὰς ἐν Εὐρωπαϊκῶν ἐργοστασίων. bbox=[1093, 1400, 1346, 1664]
column-rule bbox=[302, 136, 303, 1995]
story-paragraph: «Ἄλλοτε, μετὰ παρτίδαν λίουν-τέννις, ἐπαιρνεν τὸ τσάι ἐπὶ τοῦ δώματος τοῦ πύργου του ἐν μέσῳ ῥόδων τὰ ὁποῖα ἐμύρωναν τὸν θαλερὸν ἀέρα. Ἡ μάμμη τους εἶχε λησμονήσει τάς ἡσύχους ἀπογευματινὰς ὥρας, τὰς παρατάσεις καὶ τὰς θυσίας εἰς τὰ τραγικὰ καὶ γοητικὰ διηγήματα ἐξ ἐκείνων ὁποῖα λίαν περιήργως τότε ἐσχηματίζετο. bbox=[1093, 1929, 1346, 2086]
headline: ΚΕΧΩΣΜΕΝΟΝ ΜΟΝΑΣΤΗΡΙΟΝ bbox=[331, 1086, 536, 1128]
headline: ΤΑ ΓΥΜΝΑΣΙΑ ΕΝ ΤΩ ΕΥΞΕΙΝΩ bbox=[880, 1040, 1033, 1077]
news-item: Ὁ Τσάρος δὲν περιώρισε τὴν γενναιοδωρίαν του μόνον διὰ τοὺς χριστιανοὺς τῆς Κρήτης ἀλλ' ἀπέστειλε πρὸς τὸν Ἐπίσκοπον Κρήτης ἀρχιερατικὰ ἄμφια καὶ λειτουργικὰ σκεύη διὰ τοὺς ναοὺς τῆς νήσου. bbox=[308, 1985, 558, 2089]
subheadline: Παρὰ τὴν Ἄνδρον bbox=[369, 895, 497, 911]
article-text: — Ἡ Βουλὴ ἐπεκύρωσε τὴν ἀνανεωθεῖσαν νομισματικὴν σύμβασιν μεταξὺ Γαλλίας, Βελγίου, Ἑλλάδος, Ἰταλίας καὶ Ἑλβετίας. bbox=[1093, 1292, 1346, 1361]
serial-story-label bbox=[1093, 1787, 1346, 1809]
ad-line: τοῦ ἐν Λυῶν περιφήμου ἐργοστασίου Oscar Sirand bbox=[573, 1678, 815, 1708]
column-3 bbox=[570, 134, 819, 2568]
article-paragraph: Ἐν Πουρνάρι τοῦ Δομοκοῦ σχεδιάζεται ἀποθήκη ὑπὸ τὴν διεύθυνσιν τοῦ ταγματάρχου κ. Νέγκα θὰ ἀπήδεται ἐν Ἀγυιᾷ ἐκ ταύτης δὲ θὰ λαμβάνουν τροφὴν οἱ κάτοικοι τοῦ χωρίου τῆς ἐπαρχίας Φαρσάλων. bbox=[1093, 486, 1346, 590]
article-paragraph: Κατ' ἐπισήμους πρὸς τὴν Κυβέρνησιν πληροφορίας ἐκ Λαρίσσης, ὁ Ἐτὲμ πασσᾶς ἀπηγόρευσε τὴν ἀγορὰν σπόρων ὑπὸ τῶν χωρικῶν καὶ κατῆλθε εἰς Πλαταμώνα ἀπειλοῦν πρὸς τὰς ἀνάγκας τῶν χωρικῶν διότι ὁ Τοῦρκος ἀρχιστράτηγος ἐκ φόβου σιτοδείας. bbox=[832, 1649, 1081, 1771]
headline: ΤΟΥΡΚΙΚΟΣ ΣΤΡΑΤΟΣ ΕΙΣ ΣΚΟΔΡΑΝ bbox=[832, 1781, 1081, 1823]
subheadline: Τῆς ἐν Φαλήρῳ ὑφαντουργικῆς Ἑταιρίας bbox=[579, 2142, 809, 2175]
article-paragraph: Ὁ ὑφηγητὴς τῆς μαιευτικῆς καὶ γυναικολογίας ἰατρὸς κ. Ἀλέξανδρος Τριάντης διὰ τὰς ἐν τῇ ἐν Νεαπόλει καὶ ἐπὶ ἑβδομήκοντα φ.β(ἀπὸ ὥρας) δέχεται καθ' ἑκάστην ἀπὸ 2-3 ἐν τῇ ἐπὶ τῆς ὁδοῦ Ἀλεξανδρου εἰς οἰκίαν τοῦ ἡ κλινική του. bbox=[570, 2442, 819, 2571]
article-paragraph: Μεγάλως σχολιάζονται ἐντὸς τῶν διπλωματικῶν κύκλων τὰ ἐν τῷ Εὐξείνῳ τελεσθέντα μεγάλα γυμνάσια τοῦ Ρωσσικοῦ στόλου, ἅτινα ἐστέφθησαν ὑπὸ πλήρους ἐπιτυχίας, καὶ εἰς ἃ εἶχον παραστῆ πάντες σχεδὸν οἱ ἀνώτεροι ἀξιωματικοὶ τοῦ Ρωσσικοῦ ναυτικοῦ. bbox=[832, 1099, 1081, 1257]
serial-story-name: ΤΟ ΔΙΗΓΗΜΑ ΤΟΥ ΕΜΠΡΟΣ bbox=[1093, 1793, 1274, 1807]
social-item: Ὁ ἐπὶ τεσσαράκοντα συνηθὴ ἐπὶ ὀκτάμηνον ταραχθεὶς ἐκ τοῦ Μαθουσαλὴλ ἐν τῇ νήσῳ Αἰγίνῃ παρέλιπε τὴν ἀγάπην πρὸς τοὺς φίλους του. bbox=[570, 1469, 819, 1556]
article-paragraph: Σκέψις γίνεται ὅπως ἱδρυθῶσιν ἀποθῆκαι καὶ εἰς ἄλλα μικρότερα μέρη διότι ἔχουσι καταστάσεως δυσχερέστερας ἡ διανομή. bbox=[1093, 598, 1346, 666]
price-row: Ἡπειρο-Θεσ. 158.— Φιορίνιον 3.35 1/2 bbox=[54, 903, 327, 917]
article-paragraph: Περίκομψον ἐξεδόθη προσφάτως καὶ ἐτέθη εἰς κυκλοφορίαν τὸ μοναδικὸν Ἡμερολόγιον τοῦ κ. Σκόκου ὅπερ, ὡς γνωστόν, ἀντιπροσωπεύει ἐπάξιον τὴν παρ' ἡμῖν ἐτησίαν φιλολογικὴν κίνησιν. Ἐν ταῖς ὑπερτετρακοσίαις αὐτοῦ σελίσι περιλαμβάνει ἄρθρα, ποιήματα, διηγήματα, κωμῳδίας, εὐτυχοῦντα, ἐπιμελημένα μετὰ δοκιμωτέρων παρ' ἡμῖν λογογράφων καὶ ποιητῶν. bbox=[570, 200, 819, 374]
price-row: Λαύρια 102 50 Δαχειοφόροι 676.— bbox=[54, 829, 327, 843]
subheadline: ΣΧΟΛΙΑ ΤΩΝ ΞΕΝΩΝ bbox=[883, 1080, 1031, 1094]
ad-line: ΓΑΝΤΙΑ λοιπὸν ΛΥΩΝΕΖΙΚΑ bbox=[597, 1726, 792, 1741]
article-paragraph: Ἰδιαιτέρα ἰδίως σημασία ἀπεδόθη, μετὰ τὸν κατάπλουν τοῦ στόλου εἰς Σεβαστούπολιν πρὸς διαχείμανσιν, εἰς τὸ συγκροτηθὲν ὑπὸ τὸν ναύαρχον συμβούλιον ἀποφασίσαντος ὅπως ὁ ναύαρχος καὶ ὁ ἐπιτελεῖον του μεταβῇ εἰς τὸ ναύσταθμον, ἵνα ἐπιθεωρήσῃ τὰ ἐκεῖ φρούρια, ὁ δὲ στόλος αὐτοῦ παραμείνῃ ἐν Σεβαστουπόλει ὑπὸ πλήρη στρατιωτικὴν ἑτοιμότητα. bbox=[832, 1264, 1081, 1457]
social-item: Ἀποβανὼν χθὲς ἐκηδεύθη σήμερον ὁ κ. Γουλέλμος Βουλιάδης ὁ ἀδελφὸς τῶν γνωστῶν ἰδιοκτητῶν Ἀστῆρος. bbox=[570, 1563, 819, 1614]
headline: Η ΕΝ ΑΛΒΑΝΙΑ ΕΠΑΝΑΣΤΑΣΙΣ bbox=[74, 1276, 274, 1318]
prices-heading: Αἱ ἄλλαι ἀξίαι : bbox=[54, 799, 144, 813]
page-number: 3 bbox=[1336, 85, 1350, 108]
dateline: ΒΙΕΝΝΗ (διὰ Κερκύρας), 20 Ν]βρίου. bbox=[1093, 763, 1346, 795]
subheadline: Δηλοῖ bbox=[676, 1834, 713, 1848]
subheadline: Ὁ καθηγητὴς τῆς Γαλλικῆς bbox=[333, 1671, 533, 1686]
article-paragraph: Ἐν τῷ προσφάτως ἐκδοθέντι τόμῳ ἐκτὸς πολλῶν ἄλλων ἀναγνωσμάτων εἶνε τοῦ κ. Χ. Ἀννίνου «Ζήτω ὁ πόλεμος», τοῦ κ. Κ. Παλαμᾶ «Τὰ μάτια τοῦ Κυνάλα», τοῦ κ. Ἀδαμαντίου «Εἰς τὸ χεῖλος τοῦ χρημνοῦ», τοῦ κ. Θ. Φλογαΐτου «Τὸ ἄλμα τῆς Λευκάδος», τοῦ κ. Ν. Ἀθέατου «Ἡ Μαύρη παρηγορία», τοῦ κ. Γ. Ξενοπούλου «Τὸ Δῶρον τῆς μητέρας», τοῦ κ. Γ. Φλαμέτου «Ἡ ἱστορία ἑνὸς στρατιώτου», τοῦ κ. Δεληγιάννη «Ἡ Χήρα», τὰ ποιήματα τῶν κ. κ. Ἀστέρη, Τσοκοπούλου, Παλαμᾶ καὶ λοιπῶν. bbox=[570, 383, 819, 628]
article-paragraph: Ἐκτὸς τῆς πλουσίας καὶ ἐκλεκτῆς ὕλης τὸ νεοεκδοθὲν Ἡμερολόγιον περιλαμβάνει καὶ τὰς εἰκόνας τῶν γνωστοτέρων ἐξ ἡμετέρων ἐπὶ τῶν λογίων καὶ ἐπισήμων ἀνδρῶν, τῶν προσωποποιημάτων ἐκ τοῦ βίου ἑλληνικοῦ, γελοιογραφίας καὶ πᾶν ὅ,τι ἄλλο δύναται νὰ κατασταθῇ τερπνὸν καὶ ἐπαγωγὸν ἀνάγνωσμα. Πωλεῖται εἰς ἅπαντα τὰ ἐν Ἀθήναις βιβλιοπωλεῖα. bbox=[570, 636, 819, 811]
